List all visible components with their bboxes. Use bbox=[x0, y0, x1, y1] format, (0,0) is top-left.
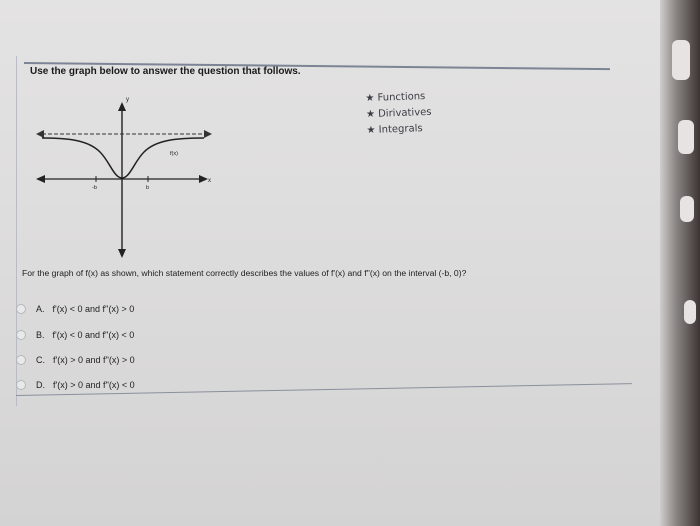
handwritten-notes bbox=[365, 89, 432, 139]
option-letter: A. bbox=[36, 304, 45, 314]
edge-mark bbox=[672, 40, 690, 80]
function-graph bbox=[28, 88, 228, 263]
x-axis-label: x bbox=[208, 178, 211, 184]
instruction-text: Use the graph below to answer the question that follows. bbox=[30, 66, 301, 77]
edge-mark bbox=[684, 300, 696, 324]
option-text: f'(x) > 0 and f''(x) < 0 bbox=[53, 380, 135, 390]
x-axis-arrow-right bbox=[199, 175, 208, 183]
background-edge bbox=[660, 0, 700, 526]
asymptote-arrow-right bbox=[204, 130, 212, 138]
note-functions: ★ Functions bbox=[365, 91, 426, 105]
option-b[interactable] bbox=[22, 330, 134, 340]
option-d[interactable] bbox=[22, 380, 135, 390]
option-letter: B. bbox=[36, 330, 45, 340]
option-text: f'(x) < 0 and f''(x) > 0 bbox=[52, 304, 135, 314]
radio-button[interactable] bbox=[16, 304, 26, 314]
y-axis-arrow-up bbox=[118, 102, 126, 111]
question-text: For the graph of f(x) as shown, which statement correctly describes the values of f'(x) and f''(x) on the interval (-b, 0)? bbox=[22, 268, 467, 278]
option-letter: C. bbox=[36, 355, 45, 365]
note-integrals: ★ Integrals bbox=[366, 123, 423, 137]
option-text: f'(x) < 0 and f''(x) < 0 bbox=[52, 330, 135, 340]
option-text: f'(x) > 0 and f''(x) > 0 bbox=[53, 355, 135, 365]
option-a[interactable] bbox=[22, 304, 134, 314]
radio-button[interactable] bbox=[16, 355, 26, 365]
edge-mark bbox=[680, 196, 694, 222]
radio-button[interactable] bbox=[16, 330, 26, 340]
option-c[interactable] bbox=[22, 355, 135, 365]
tick-label-pos-b: b bbox=[146, 185, 150, 191]
edge-mark bbox=[678, 120, 694, 154]
curve-label: f(x) bbox=[170, 151, 178, 157]
tick-label-neg-b: -b bbox=[92, 185, 97, 191]
option-letter: D. bbox=[36, 380, 45, 390]
radio-button[interactable] bbox=[16, 380, 26, 390]
y-axis-arrow-down bbox=[118, 249, 126, 258]
y-axis-label: y bbox=[126, 97, 129, 103]
note-derivatives: ★ Dirivatives bbox=[365, 106, 432, 121]
asymptote-arrow-left bbox=[36, 130, 44, 138]
x-axis-arrow-left bbox=[36, 175, 45, 183]
function-curve bbox=[42, 138, 204, 178]
